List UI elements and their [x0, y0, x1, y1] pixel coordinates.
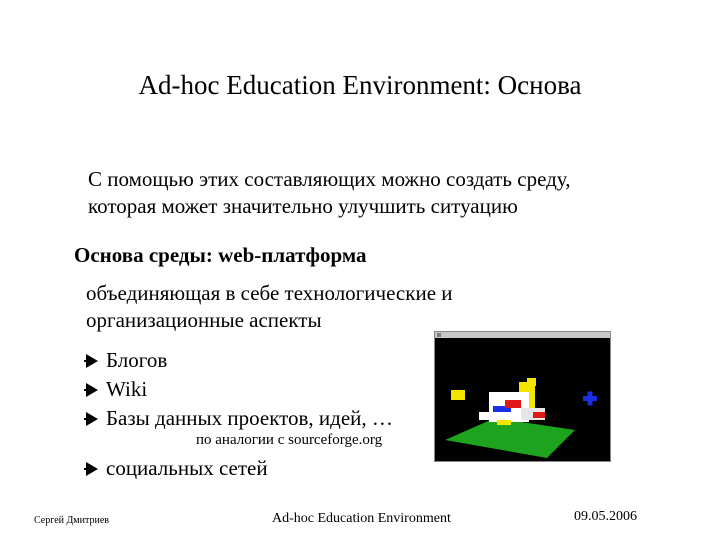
- footer-date: 09.05.2006: [574, 509, 637, 524]
- footer-title: Ad-hoc Education Environment: [272, 511, 451, 526]
- bullet-label: Wiki: [106, 377, 148, 401]
- footer-author: Сергей Дмитриев: [34, 515, 109, 526]
- arrow-right-bullet-icon: [86, 354, 98, 368]
- bullet-item-databases: [86, 404, 393, 433]
- bullet-item-wiki: [86, 375, 393, 404]
- window-control-icon: [437, 333, 441, 337]
- bullet-label: Блогов: [106, 348, 168, 372]
- analogy-note: по аналогии с sourceforge.org: [196, 432, 383, 448]
- intro-line-2: которая может значительно улучшить ситуацию: [88, 194, 518, 218]
- bullet-list: [86, 346, 393, 433]
- bullet-item-social: [86, 454, 268, 483]
- arrow-right-bullet-icon: [86, 412, 98, 426]
- bullet-label: Базы данных проектов, идей, …: [106, 406, 393, 430]
- window-titlebar: [435, 332, 610, 338]
- lego-scene-image: [435, 332, 610, 461]
- intro-line-1: С помощью этих составляющих можно создать среду,: [88, 167, 571, 191]
- description-line-2: организационные аспекты: [86, 308, 322, 332]
- arrow-right-bullet-icon: [86, 383, 98, 397]
- yellow-block: [451, 390, 465, 400]
- intro-text: [88, 166, 570, 220]
- section-heading: Основа среды: web-платформа: [74, 243, 367, 267]
- description-line-1: объединяющая в себе технологические и: [86, 281, 453, 305]
- bullet-item-blogs: [86, 346, 393, 375]
- lego-3d-screenshot: [434, 331, 611, 462]
- arrow-right-bullet-icon: [86, 462, 98, 476]
- bullet-label: социальных сетей: [106, 456, 268, 480]
- description-text: [86, 280, 453, 334]
- slide-title: Ad-hoc Education Environment: Основа: [138, 70, 582, 100]
